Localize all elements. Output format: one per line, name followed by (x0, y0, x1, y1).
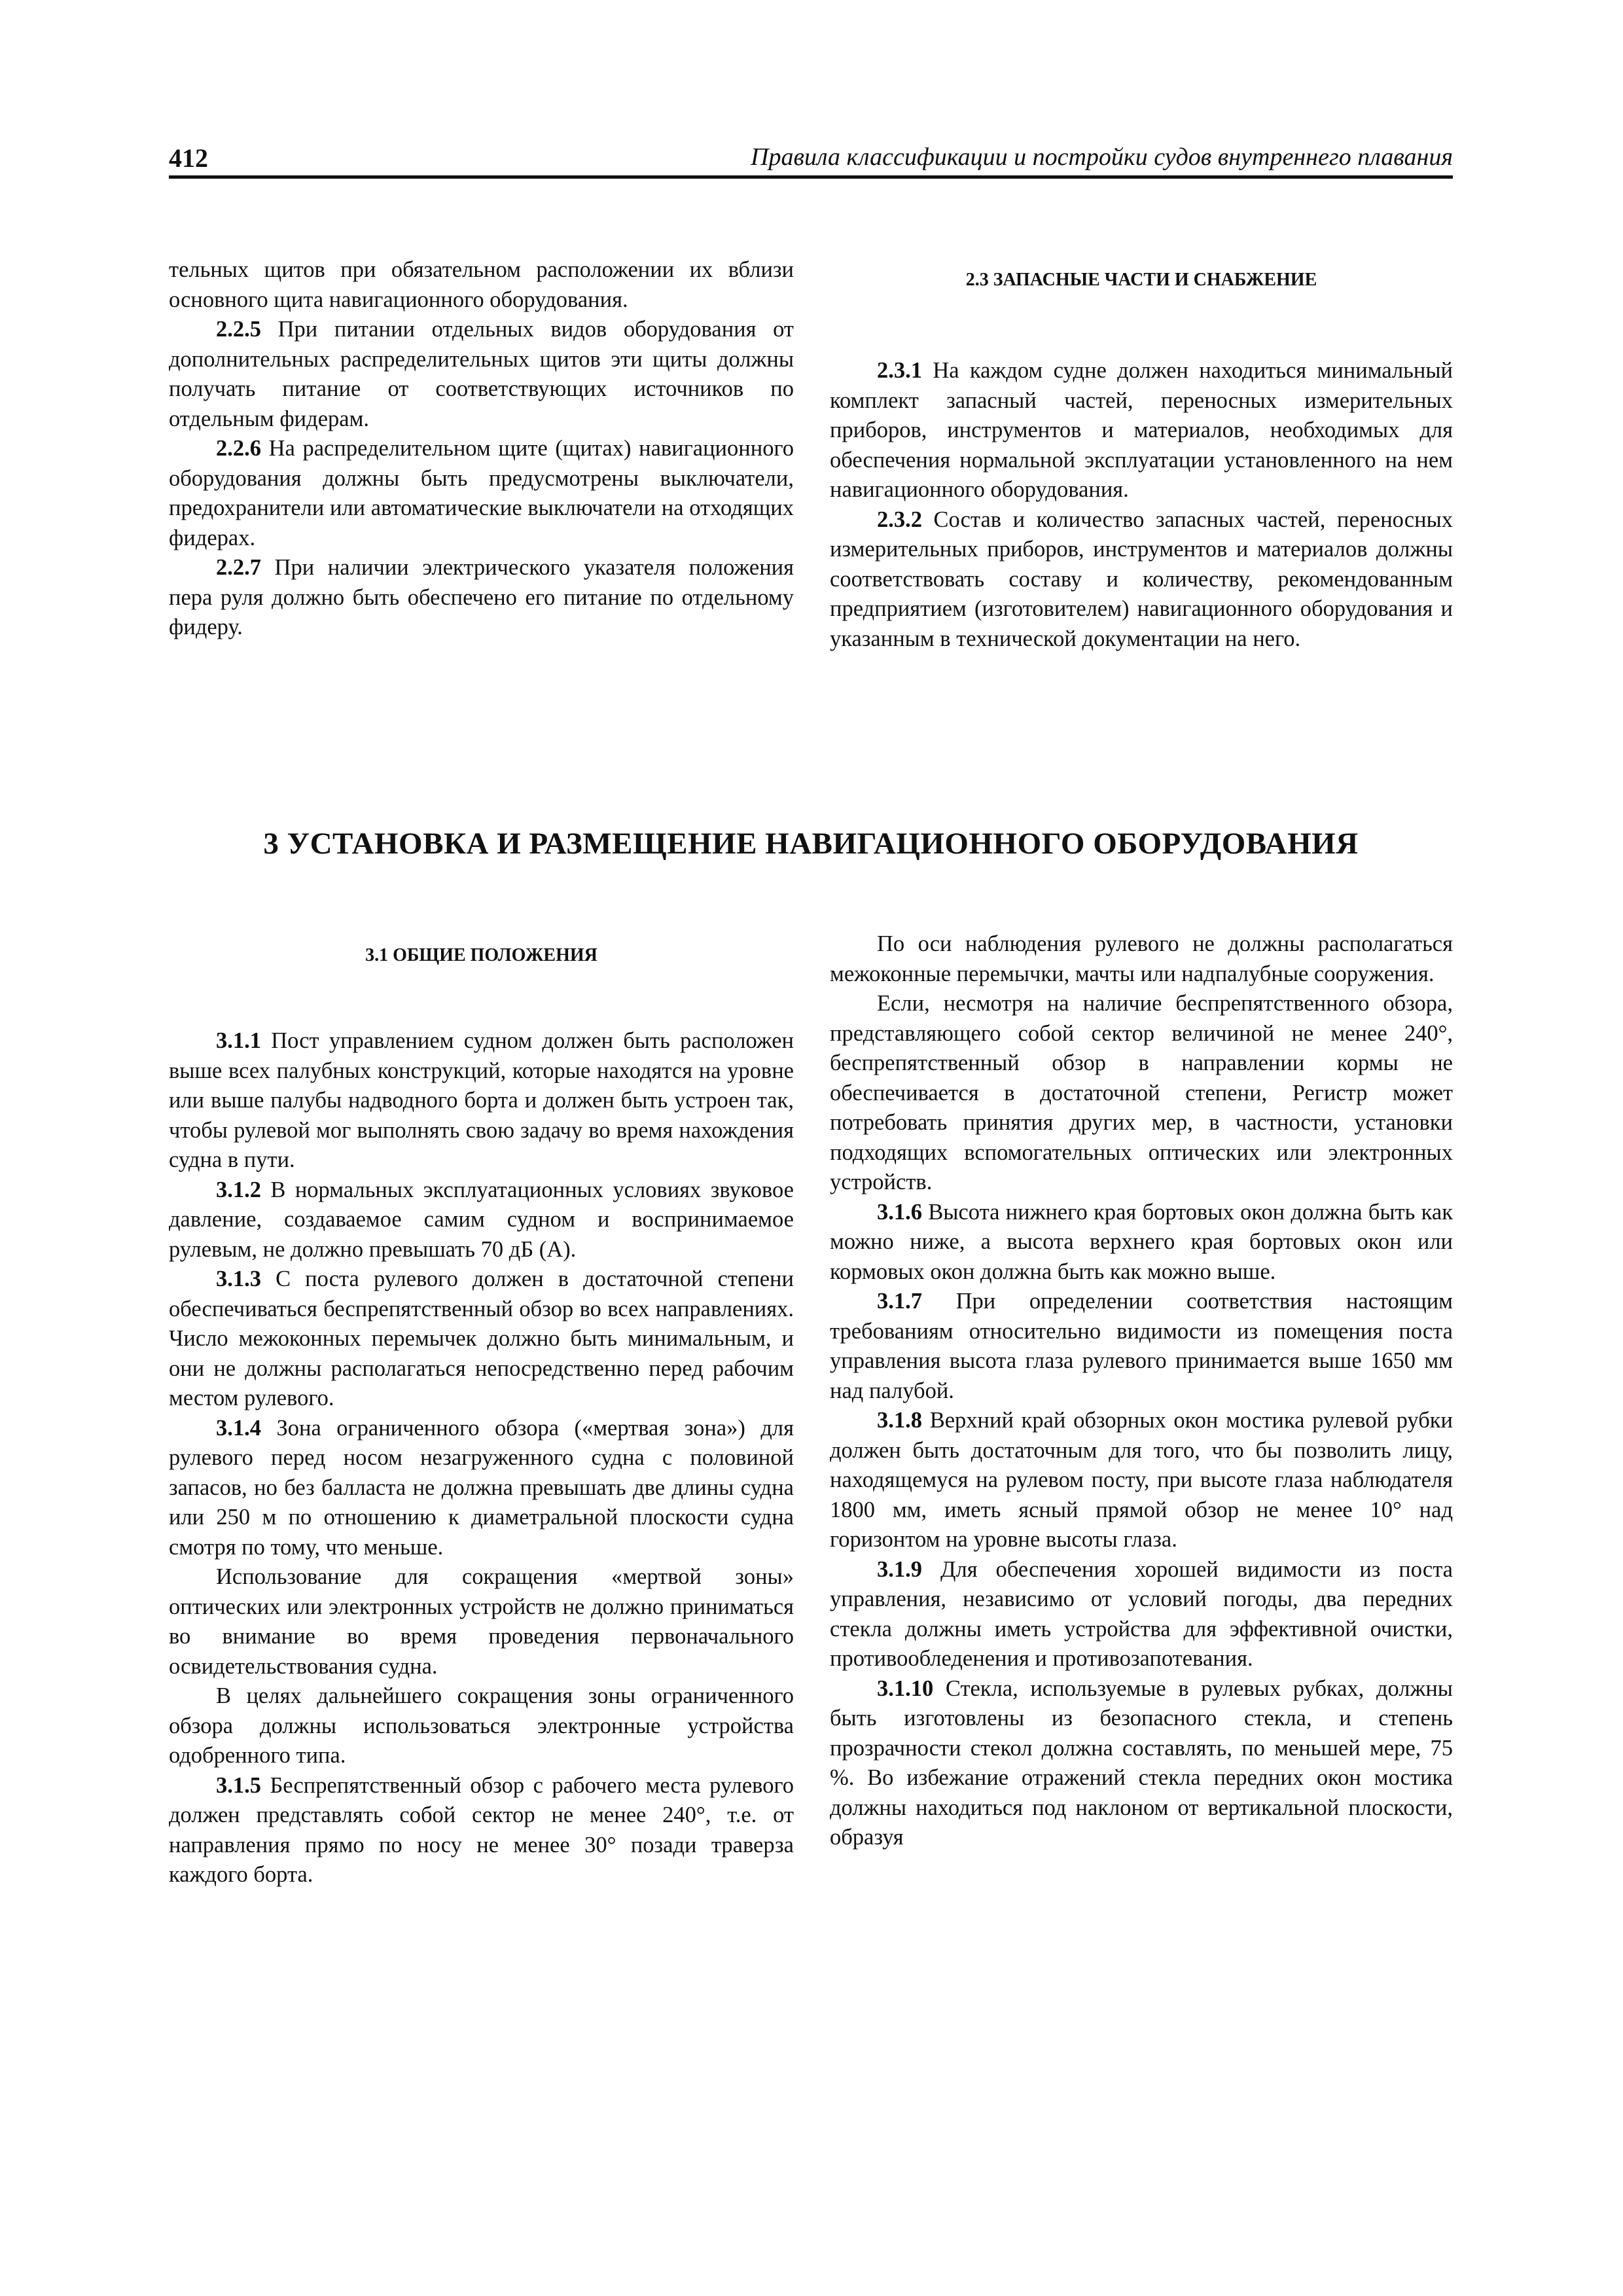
lower-left-column (169, 929, 794, 1890)
paragraph: В целях дальнейшего сокращения зоны ограниченного обзора должны использоваться электронные устройства одобренного типа. (169, 1683, 794, 1768)
paragraph: 3.1.5 Беспрепятственный обзор с рабочего места рулевого должен представлять собой сектор не менее 240°, т.е. от направления прямо по носу не менее 30° позади траверза каждого борта. (169, 1772, 794, 1887)
paragraph: 3.1.10 Стекла, используемые в рулевых рубках, должны быть изготовлены из безопасного стекла, и степень прозрачности стекол должна составлять, по меньшей мере, 75 %. Во избежание отражений стекла передних окон мостика должны находиться под наклоном от вертикальной плоскости, образуя (830, 1676, 1453, 1850)
clause-number: 3.1.1 (216, 1028, 261, 1053)
paragraph: 3.1.2 В нормальных эксплуатационных условиях звуковое давление, создаваемое самим судном и воспринимаемое рулевым, не должно превышать 70 дБ (А). (169, 1177, 794, 1262)
clause-number: 3.1.10 (877, 1676, 934, 1701)
paragraph: 3.1.3 С поста рулевого должен в достаточной степени обеспечиваться беспрепятственный обзор во всех направлениях. Число межоконных перемычек должно быть минимальным, и они не должны располагаться непосредственно перед рабочим местом рулевого. (169, 1266, 794, 1410)
paragraph: 3.1.8 Верхний край обзорных окон мостика рулевой рубки должен быть достаточным для того, что бы позволить лицу, находящемуся на рулевом посту, при высоте глаза наблюдателя 1800 мм, иметь ясный прямой обзор не менее 10° над горизонтом на уровне высоты глаза. (830, 1408, 1453, 1552)
clause-number: 2.2.5 (216, 317, 261, 342)
clause-number: 2.3.1 (877, 358, 922, 383)
upper-right-column (830, 255, 1453, 654)
paragraph: 3.1.6 Высота нижнего края бортовых окон должна быть как можно ниже, а высота верхнего края бортовых окон или кормовых окон должна быть как можно выше. (830, 1199, 1453, 1284)
upper-left-column (169, 255, 794, 643)
paragraph: тельных щитов при обязательном расположении их вблизи основного щита навигационного оборудования. (169, 257, 794, 312)
paragraph: 2.2.5 При питании отдельных видов оборудования от дополнительных распределительных щитов эти щиты должны получать питание от соответствующих источников по отдельным фидерам. (169, 317, 794, 431)
clause-number: 2.2.6 (216, 436, 261, 461)
clause-number: 3.1.3 (216, 1266, 261, 1291)
paragraph: 2.3.2 Состав и количество запасных частей, переносных измерительных приборов, инструментов и материалов должны соответствовать составу и количеству, рекомендованным предприятием (изготовителем) навигационного оборудования и указанным в технической документации на него. (830, 507, 1453, 651)
subsection-heading: 3.1 ОБЩИЕ ПОЛОЖЕНИЯ (365, 945, 597, 965)
clause-number: 3.1.2 (216, 1177, 261, 1202)
paragraph: 3.1.4 Зона ограниченного обзора («мертвая зона») для рулевого перед носом незагруженного судна с половиной запасов, но без балласта не должна превышать две длины судна или 250 м по отношению к диаметральной плоскости судна смотря по тому, что меньше. (169, 1415, 794, 1560)
paragraph: Использование для сокращения «мертвой зоны» оптических или электронных устройств не должно приниматься во внимание во время проведения первоначального освидетельствования судна. (169, 1564, 794, 1679)
paragraph: 3.1.7 При определении соответствия настоящим требованиям относительно видимости из помещения поста управления высота глаза рулевого принимается выше 1650 мм над палубой. (830, 1289, 1453, 1403)
running-title: Правила классификации и постройки судов внутреннего плавания (751, 143, 1453, 171)
clause-number: 2.3.2 (877, 507, 922, 532)
clause-number: 3.1.8 (877, 1408, 922, 1433)
paragraph: Если, несмотря на наличие беспрепятственного обзора, представляющего собой сектор величиной не менее 240°, беспрепятственный обзор в направлении кормы не обеспечивается в достаточной степени, Регистр может потребовать принятия других мер, в частности, установки подходящих вспомогательных оптических или электронных устройств. (830, 991, 1453, 1194)
clause-number: 3.1.4 (216, 1415, 261, 1441)
paragraph: 2.3.1 На каждом судне должен находиться минимальный комплект запасный частей, переносных измерительных приборов, инструментов и материалов, необходимых для обеспечения нормальной эксплуатации установленного на нем навигационного оборудования. (830, 358, 1453, 502)
page-number: 412 (169, 143, 208, 173)
lower-right-column (830, 929, 1453, 1853)
header-rule (169, 175, 1453, 179)
subsection-heading: 2.3 ЗАПАСНЫЕ ЧАСТИ И СНАБЖЕНИЕ (965, 270, 1317, 290)
clause-number: 2.2.7 (216, 555, 261, 580)
section-title: 3 УСТАНОВКА И РАЗМЕЩЕНИЕ НАВИГАЦИОННОГО ОБОРУДОВАНИЯ (263, 827, 1359, 861)
clause-number: 3.1.9 (877, 1556, 922, 1582)
clause-number: 3.1.7 (877, 1289, 922, 1314)
paragraph: По оси наблюдения рулевого не должны располагаться межоконные перемычки, мачты или надпалубные сооружения. (830, 931, 1453, 986)
clause-number: 3.1.6 (877, 1199, 922, 1225)
paragraph: 3.1.1 Пост управлением судном должен быть расположен выше всех палубных конструкций, которые находятся на уровне или выше палубы надводного борта и должен быть устроен так, чтобы рулевой мог выполнять свою задачу во время нахождения судна в пути. (169, 1028, 794, 1172)
paragraph: 2.2.6 На распределительном щите (щитах) навигационного оборудования должны быть предусмотрены выключатели, предохранители или автоматические выключатели на отходящих фидерах. (169, 436, 794, 550)
clause-number: 3.1.5 (216, 1772, 261, 1798)
paragraph: 2.2.7 При наличии электрического указателя положения пера руля должно быть обеспечено его питание по отдельному фидеру. (169, 555, 794, 639)
paragraph: 3.1.9 Для обеспечения хорошей видимости из поста управления, независимо от условий погоды, два передних стекла должны иметь устройства для эффективной очистки, противообледенения и противозапотевания. (830, 1556, 1453, 1671)
